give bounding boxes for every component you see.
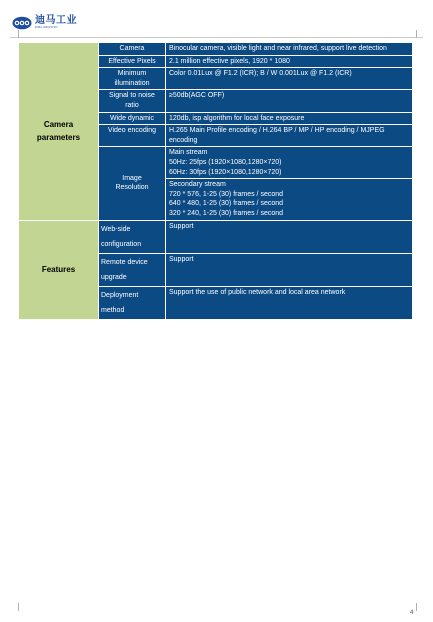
- row-label-web-side-configuration: Web-side configuration: [99, 220, 166, 253]
- row-value-deployment-method: Support the use of public network and local area network: [166, 286, 413, 319]
- dima-logo-icon: [12, 16, 32, 30]
- row-value-secondary-stream: Secondary stream 720 * 576, 1-25 (30) frames / second 640 * 480, 1-25 (30) frames / second 320 * 240, 1-25 (30) frames / second: [166, 179, 413, 220]
- row-label-camera: Camera: [99, 43, 166, 56]
- row-value-web-side-configuration: Support: [166, 220, 413, 253]
- table-row: [19, 220, 413, 253]
- table-row: [19, 43, 413, 56]
- crop-mark: [18, 603, 19, 611]
- row-label-video-encoding: Video encoding: [99, 125, 166, 147]
- page-number: 4: [410, 610, 414, 616]
- row-value-main-stream: Main stream 50Hz: 25fps (1920×1080,1280×720) 60Hz: 30fps (1920×1080,1280×720): [166, 147, 413, 179]
- crop-mark: [416, 603, 417, 611]
- specification-table: [18, 42, 413, 320]
- row-value-signal-to-noise: ≥50db(AGC OFF): [166, 90, 413, 112]
- row-value-video-encoding: H.265 Main Profile encoding / H.264 BP / MP / HP encoding / MJPEG encoding: [166, 125, 413, 147]
- row-label-remote-device-upgrade: Remote device upgrade: [99, 253, 166, 286]
- logo-english-name: DIMA INDUSTRY: [35, 26, 58, 30]
- row-label-signal-to-noise: Signal to noise ratio: [99, 90, 166, 112]
- row-value-camera: Binocular camera, visible light and near infrared, support live detection: [166, 43, 413, 56]
- row-label-wide-dynamic: Wide dynamic: [99, 112, 166, 125]
- logo-chinese-name: 迪马工业: [35, 15, 77, 27]
- row-label-minimum-illumination: Minimum illumination: [99, 68, 166, 90]
- row-value-remote-device-upgrade: Support: [166, 253, 413, 286]
- category-camera-parameters: Camera parameters: [19, 43, 99, 221]
- header-divider: [10, 37, 423, 38]
- row-value-wide-dynamic: 120db, isp algorithm for local face exposure: [166, 112, 413, 125]
- crop-mark: [18, 30, 19, 38]
- row-label-effective-pixels: Effective Pixels: [99, 55, 166, 68]
- row-value-effective-pixels: 2.1 million effective pixels, 1920 * 1080: [166, 55, 413, 68]
- category-features: Features: [19, 220, 99, 319]
- row-label-deployment-method: Deployment method: [99, 286, 166, 319]
- company-logo: [12, 14, 77, 32]
- row-label-image-resolution: Image Resolution: [99, 147, 166, 220]
- row-value-minimum-illumination: Color 0.01Lux @ F1.2 (ICR); B / W 0.001Lux @ F1.2 (ICR): [166, 68, 413, 90]
- crop-mark: [416, 30, 417, 38]
